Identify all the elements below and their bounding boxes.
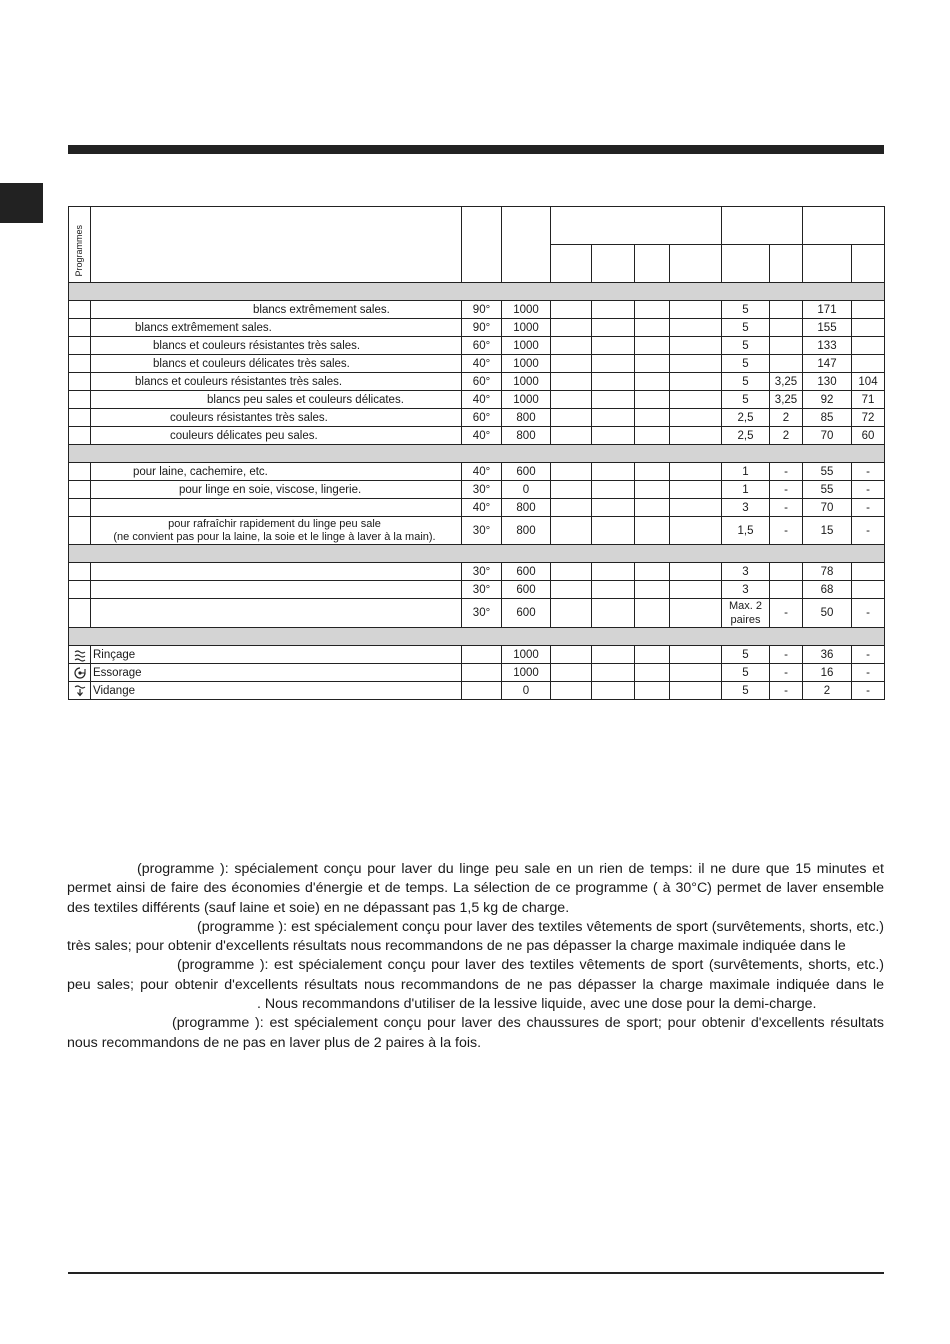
c3-cell	[635, 664, 670, 682]
c4-cell	[670, 682, 722, 700]
temp-cell	[462, 682, 502, 700]
spin-cell: 800	[502, 409, 551, 427]
load-cell: 5	[722, 337, 770, 355]
halfload-cell: 3,25	[770, 373, 803, 391]
c1-cell	[551, 319, 592, 337]
c2-cell	[592, 301, 635, 319]
c2-cell	[592, 427, 635, 445]
halftime-cell: -	[852, 517, 885, 545]
c1-cell	[551, 581, 592, 599]
spin-cell: 800	[502, 499, 551, 517]
halfload-cell	[770, 581, 803, 599]
spin-cell: 1000	[502, 301, 551, 319]
c1-cell	[551, 646, 592, 664]
halftime-cell	[852, 355, 885, 373]
c4-cell	[670, 337, 722, 355]
halftime-cell: -	[852, 499, 885, 517]
c1-cell	[551, 563, 592, 581]
halftime-cell: -	[852, 599, 885, 628]
halftime-cell: -	[852, 481, 885, 499]
halftime-cell	[852, 337, 885, 355]
time-cell: 78	[803, 563, 852, 581]
c4-cell	[670, 563, 722, 581]
temp-cell: 60°	[462, 337, 502, 355]
time-cell: 70	[803, 427, 852, 445]
halftime-cell: 104	[852, 373, 885, 391]
c1-cell	[551, 409, 592, 427]
description-cell	[91, 664, 462, 682]
c3-cell	[635, 682, 670, 700]
table-row	[69, 581, 885, 599]
halfload-cell: 2	[770, 409, 803, 427]
c3-cell	[635, 373, 670, 391]
c2-cell	[592, 409, 635, 427]
table-row	[69, 646, 885, 664]
halftime-cell: 71	[852, 391, 885, 409]
time-cell: 147	[803, 355, 852, 373]
description-cell	[91, 499, 462, 517]
table-row	[69, 664, 885, 682]
c4-cell	[670, 664, 722, 682]
c2-cell	[592, 319, 635, 337]
programme-number-cell	[69, 319, 91, 337]
c2-cell	[592, 581, 635, 599]
table-row	[69, 427, 885, 445]
table-row	[69, 319, 885, 337]
description-text: blancs et couleurs résistantes très sales.	[135, 375, 343, 388]
time-cell: 16	[803, 664, 852, 682]
section-header-cell	[69, 445, 885, 463]
section-header-cell	[69, 628, 885, 646]
c2-cell	[592, 682, 635, 700]
description-text: blancs extrêmement sales.	[253, 303, 390, 316]
load-cell: 3	[722, 563, 770, 581]
programme-number-cell	[69, 337, 91, 355]
temp-cell: 30°	[462, 481, 502, 499]
spin-cell: 1000	[502, 319, 551, 337]
description-cell	[91, 581, 462, 599]
programme-number-cell	[69, 517, 91, 545]
spin-cell: 1000	[502, 646, 551, 664]
load-cell: 1	[722, 463, 770, 481]
c3-cell	[635, 581, 670, 599]
spin-cell: 1000	[502, 373, 551, 391]
c4-cell	[670, 373, 722, 391]
spin-cell: 1000	[502, 664, 551, 682]
halfload-cell: -	[770, 481, 803, 499]
c1-cell	[551, 664, 592, 682]
c1-cell	[551, 373, 592, 391]
c4-cell	[670, 481, 722, 499]
description-cell	[91, 646, 462, 664]
table-row	[69, 355, 885, 373]
programme-number-cell	[69, 581, 91, 599]
description-cell	[91, 391, 462, 409]
spin-cell: 600	[502, 599, 551, 628]
c1-cell	[551, 337, 592, 355]
temp-cell: 90°	[462, 319, 502, 337]
products-header	[551, 207, 722, 245]
c4-cell	[670, 355, 722, 373]
temp-cell: 60°	[462, 409, 502, 427]
c3-cell	[635, 355, 670, 373]
programme-number-cell	[69, 563, 91, 581]
programme-number-cell	[69, 463, 91, 481]
c2-cell	[592, 646, 635, 664]
halfload-cell: -	[770, 682, 803, 700]
rinse-icon	[69, 646, 91, 664]
programme-number-cell	[69, 409, 91, 427]
spin-header	[502, 207, 551, 283]
halfload-cell: -	[770, 517, 803, 545]
c4-cell	[670, 517, 722, 545]
table-row	[69, 391, 885, 409]
c3-cell	[635, 391, 670, 409]
halftime-cell: -	[852, 682, 885, 700]
time-cell: 133	[803, 337, 852, 355]
load-cell: 3	[722, 581, 770, 599]
table-row	[69, 499, 885, 517]
side-tab	[0, 183, 43, 223]
temp-cell: 40°	[462, 355, 502, 373]
c3-cell	[635, 337, 670, 355]
spin-cell: 0	[502, 682, 551, 700]
time-cell: 85	[803, 409, 852, 427]
halftime-cell	[852, 581, 885, 599]
halfload-cell: 2	[770, 427, 803, 445]
drain-icon	[69, 682, 91, 700]
temp-cell: 30°	[462, 563, 502, 581]
halfload-cell	[770, 337, 803, 355]
load-cell: 5	[722, 664, 770, 682]
table-row	[69, 682, 885, 700]
section-header-row	[69, 545, 885, 563]
temp-cell: 60°	[462, 373, 502, 391]
halfload-cell: -	[770, 499, 803, 517]
time-cell: 55	[803, 463, 852, 481]
temp-cell: 40°	[462, 499, 502, 517]
c1-cell	[551, 499, 592, 517]
load-cell: 5	[722, 391, 770, 409]
c1-cell	[551, 481, 592, 499]
top-rule	[68, 145, 884, 154]
c4-cell	[670, 463, 722, 481]
table-row	[69, 517, 885, 545]
programme-table	[68, 206, 885, 700]
halftime-cell: -	[852, 646, 885, 664]
c3-cell	[635, 499, 670, 517]
c2-cell	[592, 517, 635, 545]
load-cell: 5	[722, 319, 770, 337]
time-cell: 92	[803, 391, 852, 409]
load-sub-half	[770, 245, 803, 283]
halfload-cell	[770, 319, 803, 337]
halfload-cell	[770, 563, 803, 581]
duration-header	[803, 207, 885, 245]
c4-cell	[670, 319, 722, 337]
temp-cell: 40°	[462, 463, 502, 481]
programme-number-cell	[69, 301, 91, 319]
c3-cell	[635, 427, 670, 445]
halfload-cell: -	[770, 463, 803, 481]
description-text: pour laine, cachemire, etc.	[133, 465, 268, 478]
table-header-row-1	[69, 207, 885, 245]
products-sub-3	[635, 245, 670, 283]
halfload-cell	[770, 301, 803, 319]
halftime-cell	[852, 301, 885, 319]
description-cell	[91, 373, 462, 391]
time-cell: 2	[803, 682, 852, 700]
temperature-header	[462, 207, 502, 283]
temp-cell: 30°	[462, 517, 502, 545]
load-sub-max	[722, 245, 770, 283]
spin-cell: 1000	[502, 337, 551, 355]
spin-cell: 600	[502, 463, 551, 481]
c3-cell	[635, 409, 670, 427]
load-cell: 1	[722, 481, 770, 499]
c1-cell	[551, 301, 592, 319]
load-line-2: paires	[730, 614, 761, 626]
time-cell: 171	[803, 301, 852, 319]
bottom-rule	[68, 1272, 884, 1274]
programmes-header: Programmes	[69, 207, 91, 283]
spin-cell: 800	[502, 427, 551, 445]
temp-cell: 40°	[462, 427, 502, 445]
load-cell: 5	[722, 646, 770, 664]
c2-cell	[592, 391, 635, 409]
description-text: blancs et couleurs résistantes très sales.	[153, 339, 361, 352]
c3-cell	[635, 481, 670, 499]
description-cell	[91, 409, 462, 427]
programme-number-cell	[69, 599, 91, 628]
spin-cell: 1000	[502, 391, 551, 409]
programme-number-cell	[69, 391, 91, 409]
load-cell: 1,5	[722, 517, 770, 545]
duration-sub-max	[803, 245, 852, 283]
load-header	[722, 207, 803, 245]
c3-cell	[635, 319, 670, 337]
halftime-cell	[852, 563, 885, 581]
table-row	[69, 463, 885, 481]
c3-cell	[635, 517, 670, 545]
table-row	[69, 599, 885, 628]
halfload-cell	[770, 355, 803, 373]
c3-cell	[635, 563, 670, 581]
description-text: blancs extrêmement sales.	[135, 321, 272, 334]
c2-cell	[592, 499, 635, 517]
table-row	[69, 563, 885, 581]
time-cell: 130	[803, 373, 852, 391]
c2-cell	[592, 481, 635, 499]
c2-cell	[592, 563, 635, 581]
description-text: Vidange	[93, 684, 135, 697]
c4-cell	[670, 599, 722, 628]
section-header-cell	[69, 545, 885, 563]
programme-number-cell	[69, 481, 91, 499]
description-text: pour linge en soie, viscose, lingerie.	[179, 483, 362, 496]
time-cell: 68	[803, 581, 852, 599]
c2-cell	[592, 599, 635, 628]
temp-cell: 40°	[462, 391, 502, 409]
section-header-row	[69, 283, 885, 301]
load-cell	[722, 599, 770, 628]
c2-cell	[592, 664, 635, 682]
description-cell	[91, 563, 462, 581]
temp-cell	[462, 664, 502, 682]
description-cell	[91, 337, 462, 355]
temp-cell: 30°	[462, 581, 502, 599]
load-cell: 2,5	[722, 409, 770, 427]
table-row	[69, 301, 885, 319]
halfload-cell: -	[770, 664, 803, 682]
table-row	[69, 337, 885, 355]
time-cell: 55	[803, 481, 852, 499]
halftime-cell: 72	[852, 409, 885, 427]
c4-cell	[670, 581, 722, 599]
programme-number-cell	[69, 427, 91, 445]
paragraph-quick: (programme ): spécialement conçu pour laver du linge peu sale en un rien de temps: il ne dure que 15 minutes et permet ainsi de faire des économies d'énergie et de temps. La sélection de ce programme ( à 30°C) permet de laver ensemble des textiles différents (sauf laine et soie) en ne dépassant pas 1,5 kg de charge.	[67, 861, 884, 916]
programme-descriptions	[67, 860, 884, 1053]
c1-cell	[551, 463, 592, 481]
spin-cell: 600	[502, 581, 551, 599]
c4-cell	[670, 301, 722, 319]
description-line-1: pour rafraîchir rapidement du linge peu sale	[168, 517, 381, 530]
table-row	[69, 409, 885, 427]
c3-cell	[635, 599, 670, 628]
temp-cell	[462, 646, 502, 664]
paragraph-sport-shoes: (programme ): est spécialement conçu pour laver des chaussures de sport; pour obtenir d'excellents résultats nous recommandons de ne pas en laver plus de 2 paires à la fois.	[67, 1015, 884, 1051]
programme-number-cell	[69, 355, 91, 373]
products-sub-1	[551, 245, 592, 283]
description-cell	[91, 517, 462, 545]
c4-cell	[670, 409, 722, 427]
load-cell: 5	[722, 355, 770, 373]
description-text: couleurs résistantes très sales.	[170, 411, 328, 424]
c3-cell	[635, 463, 670, 481]
time-cell: 155	[803, 319, 852, 337]
c4-cell	[670, 646, 722, 664]
load-line-1: Max. 2	[728, 600, 762, 612]
halftime-cell: -	[852, 664, 885, 682]
spin-cell: 800	[502, 517, 551, 545]
spin-cell: 600	[502, 563, 551, 581]
load-cell: 5	[722, 682, 770, 700]
products-sub-2	[592, 245, 635, 283]
halfload-cell: -	[770, 599, 803, 628]
c4-cell	[670, 499, 722, 517]
load-cell: 5	[722, 373, 770, 391]
description-header	[91, 207, 462, 283]
description-text: couleurs délicates peu sales.	[170, 429, 318, 442]
description-text: blancs et couleurs délicates très sales.	[153, 357, 350, 370]
halftime-cell: 60	[852, 427, 885, 445]
description-cell	[91, 599, 462, 628]
section-header-row	[69, 445, 885, 463]
description-cell	[91, 319, 462, 337]
halfload-cell: -	[770, 646, 803, 664]
c2-cell	[592, 463, 635, 481]
c3-cell	[635, 301, 670, 319]
time-cell: 50	[803, 599, 852, 628]
description-cell	[91, 355, 462, 373]
c4-cell	[670, 391, 722, 409]
load-cell: 5	[722, 301, 770, 319]
table-row	[69, 373, 885, 391]
description-text: Essorage	[93, 666, 142, 679]
halftime-cell: -	[852, 463, 885, 481]
programme-number-cell	[69, 499, 91, 517]
c4-cell	[670, 427, 722, 445]
time-cell: 70	[803, 499, 852, 517]
load-cell: 2,5	[722, 427, 770, 445]
c1-cell	[551, 355, 592, 373]
c3-cell	[635, 646, 670, 664]
halftime-cell	[852, 319, 885, 337]
c2-cell	[592, 373, 635, 391]
c1-cell	[551, 682, 592, 700]
description-cell	[91, 682, 462, 700]
c1-cell	[551, 427, 592, 445]
halfload-cell: 3,25	[770, 391, 803, 409]
section-header-cell	[69, 283, 885, 301]
description-cell	[91, 463, 462, 481]
table-row	[69, 481, 885, 499]
spin-icon	[69, 664, 91, 682]
programme-number-cell	[69, 373, 91, 391]
spin-cell: 1000	[502, 355, 551, 373]
description-cell	[91, 427, 462, 445]
paragraph-sport-light: (programme ): est spécialement conçu pour laver des textiles vêtements de sport (survêtements, shorts, etc.) peu sales; pour obtenir d'excellents résultats nous recommandons de ne pas dépasser la charge maximale indiquée dans le. Nous recommandons d'utiliser de la lessive liquide, avec une dose pour la demi-charge.	[67, 957, 884, 1013]
description-cell	[91, 481, 462, 499]
duration-sub-half	[852, 245, 885, 283]
temp-cell: 90°	[462, 301, 502, 319]
c1-cell	[551, 599, 592, 628]
c1-cell	[551, 391, 592, 409]
section-header-row	[69, 628, 885, 646]
c1-cell	[551, 517, 592, 545]
time-cell: 36	[803, 646, 852, 664]
temp-cell: 30°	[462, 599, 502, 628]
description-text: Rinçage	[93, 648, 136, 661]
load-cell: 3	[722, 499, 770, 517]
description-cell	[91, 301, 462, 319]
description-line-2: (ne convient pas pour la laine, la soie et le linge à laver à la main).	[113, 530, 436, 543]
c2-cell	[592, 337, 635, 355]
paragraph-sport-intensive: (programme ): est spécialement conçu pour laver des textiles vêtements de sport (survêtements, shorts, etc.) très sales; pour obtenir d'excellents résultats nous recommandons de ne pas dépasser la charge maximale indiquée dans le	[67, 918, 884, 955]
description-text: blancs peu sales et couleurs délicates.	[207, 393, 404, 406]
c2-cell	[592, 355, 635, 373]
spin-cell: 0	[502, 481, 551, 499]
products-sub-4	[670, 245, 722, 283]
time-cell: 15	[803, 517, 852, 545]
